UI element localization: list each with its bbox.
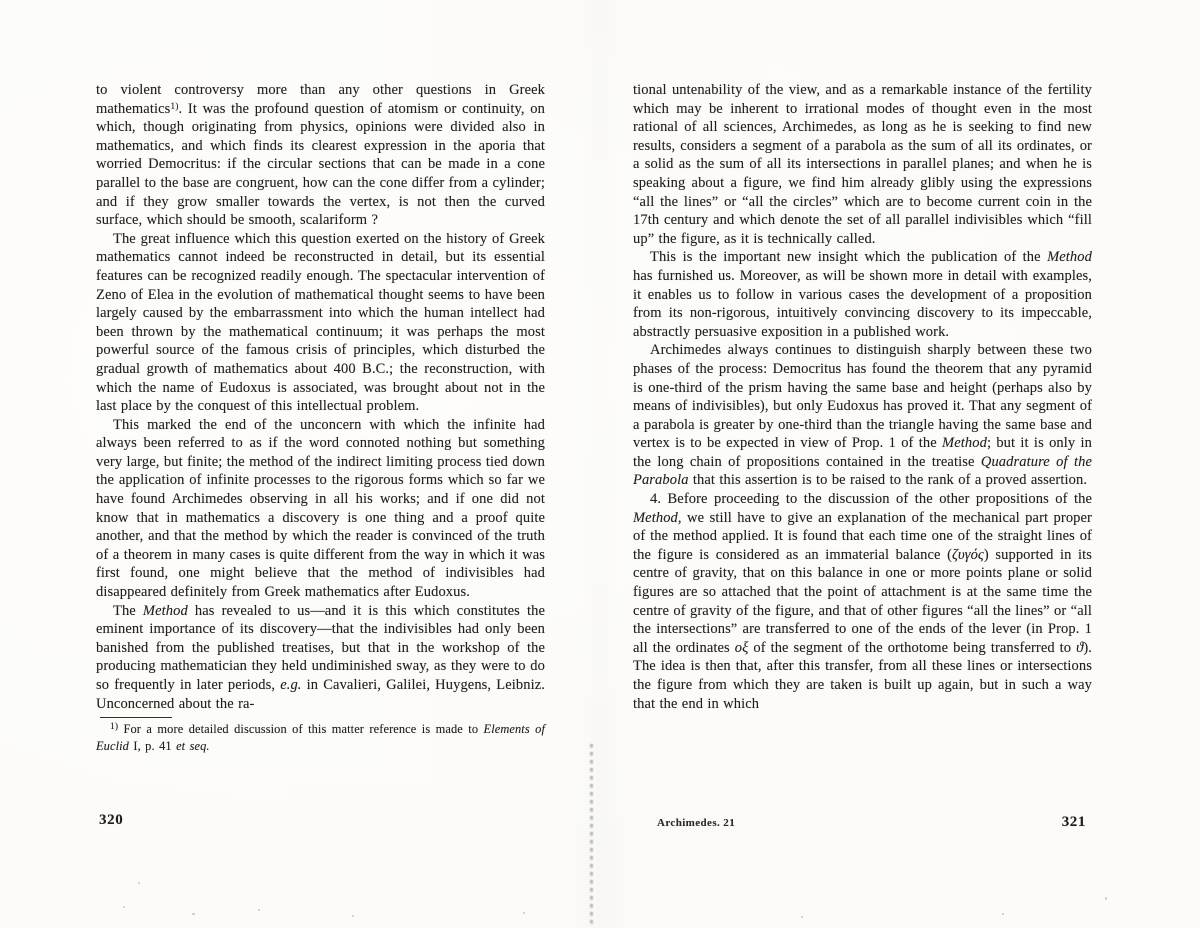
body-paragraph: 4. Before proceeding to the discussion of the other propositions of the Method, we still have to give an explanation of the mechanical part proper of the method applied. It is found that each time one of the straight lines of the figure is considered as an immaterial balance (ζυγός) supported in its centre of gravity, that on this balance in one or more points plane or solid figures are so attached that the point of attachment is at the same time the centre of gravity of the figure, and that of other figures “all the lines” or “all the intersections” are transferred to one of the ends of the lever (in Prop. 1 all the ordinates οξ of the segment of the orthotome being transferred to ϑ). The idea is then that, after this transfer, from all these lines or intersections the figure from which they are taken is built up again, but in such a way that the end in which (633, 491, 1093, 712)
footnote: $^{1)}$ For a more detailed discussion of this matter reference is made to Elements of Euclid I, p. 41 et seq. (96, 722, 545, 754)
body-paragraph: Archimedes always continues to distinguish sharply between these two phases of the process: Democritus has found the theorem that any pyramid is one-third of the prism having the same base and height (perhaps also by means of indivisibles), but only Eudoxus has proved it. That any segment of a parabola is greater by one-third than the triangle having the same base and vertex is to be expected in view of Prop. 1 of the Method; but it is only in the long chain of propositions contained in the treatise Quadrature of the Parabola that this assertion is to be raised to the rank of a proved assertion. (633, 342, 1093, 489)
signature-mark: Archimedes. 21 (657, 817, 736, 829)
scan-speck (352, 915, 354, 917)
binding-smudge (590, 744, 593, 928)
scan-speck (801, 916, 803, 918)
scan-speck (123, 906, 125, 908)
scan-speck (523, 912, 525, 914)
right-page-text-column (633, 81, 1092, 713)
right-page-footer (633, 814, 1092, 831)
body-paragraph: tional untenability of the view, and as a remarkable instance of the fertility which may be inherent to irrational modes of thought even in the most rational of all sciences, Archimedes, as long as he is seeking to find new results, considers a segment of a parabola as the sum of all its ordinates, or a solid as the sum of all its intersections in parallel planes; and when he is speaking about a figure, we find him already glibly using the expressions “all the lines” or “all the circles” which are to become current coin in the 17th century and which denote the set of all parallel indivisibles which “fill up” the figure, as it is technically called. (633, 82, 1092, 247)
body-paragraph: The great influence which this question exerted on the history of Greek mathematics cannot indeed be reconstructed in detail, but its essential features can be recognized readily enough. The spectacular intervention of Zeno of Elea in the evolution of mathematical thought seems to have been largely caused by the embarrassment into which the human intellect had been thrown by the mathematical continuum; it was perhaps the most powerful source of the famous crisis of principles, which disturbed the gradual growth of mathematics about 400 B.C.; the reconstruction, with which the name of Eudoxus is associated, was brought about not in the last place by the conquest of this intellectual problem. (96, 230, 545, 415)
scan-speck (1105, 897, 1107, 900)
scan-speck (192, 913, 195, 915)
body-paragraph: to violent controversy more than any other questions in Greek mathematics$^{1)}$. It was the profound question of atomism or continuity, on which, though originating from physics, opinions were divided also in mathematics, and which finds its clearest expression in the aporia that worried Democritus: if the circular sections that can be made in a cone parallel to the base are congruent, how can the cone differ from a cylinder; and if they grow smaller towards the vertex, is not then the curved surface, which should be smooth, scalariform ? (96, 82, 545, 229)
body-paragraph: This marked the end of the unconcern with which the infinite had always been referred to as if the word connoted nothing but something very large, but finite; the method of the indirect limiting process tied down the application of infinite processes to the rigorous forms which so far we have found Archimedes observing in all his works; and if one did not know that in mathematics a discovery is one thing and a proof quite another, and that the method by which the reader is convinced of the truth of a theorem in many cases is quite different from the way in which it was first found, one might believe that the method of indivisibles had disappeared definitely from Greek mathematics after Eudoxus. (96, 416, 545, 601)
scan-speck (258, 909, 260, 911)
scan-speck (138, 882, 140, 884)
body-paragraph: The Method has revealed to us—and it is this which constitutes the eminent importance of its discovery—that the indivisibles had only been banished from the published treatises, but that in the workshop of the producing mathematician they held undiminished sway, as they were to do so frequently in later periods, e.g. in Cavalieri, Galilei, Huygens, Leibniz. Unconcerned about the ra- (96, 602, 545, 712)
footnote-rule (100, 717, 172, 718)
scan-speck (1002, 913, 1004, 915)
left-page-text-column (96, 81, 545, 755)
left-page-number: 320 (99, 812, 124, 828)
right-page-number: 321 (1061, 814, 1086, 830)
body-paragraph: This is the important new insight which the publication of the Method has furnished us. Moreover, as will be shown more in detail with examples, it enables us to follow in various cases the development of a proposition from its non-rigorous, intuitively convincing discovery to its impeccable, abstractly persuasive exposition in a published work. (633, 249, 1092, 340)
